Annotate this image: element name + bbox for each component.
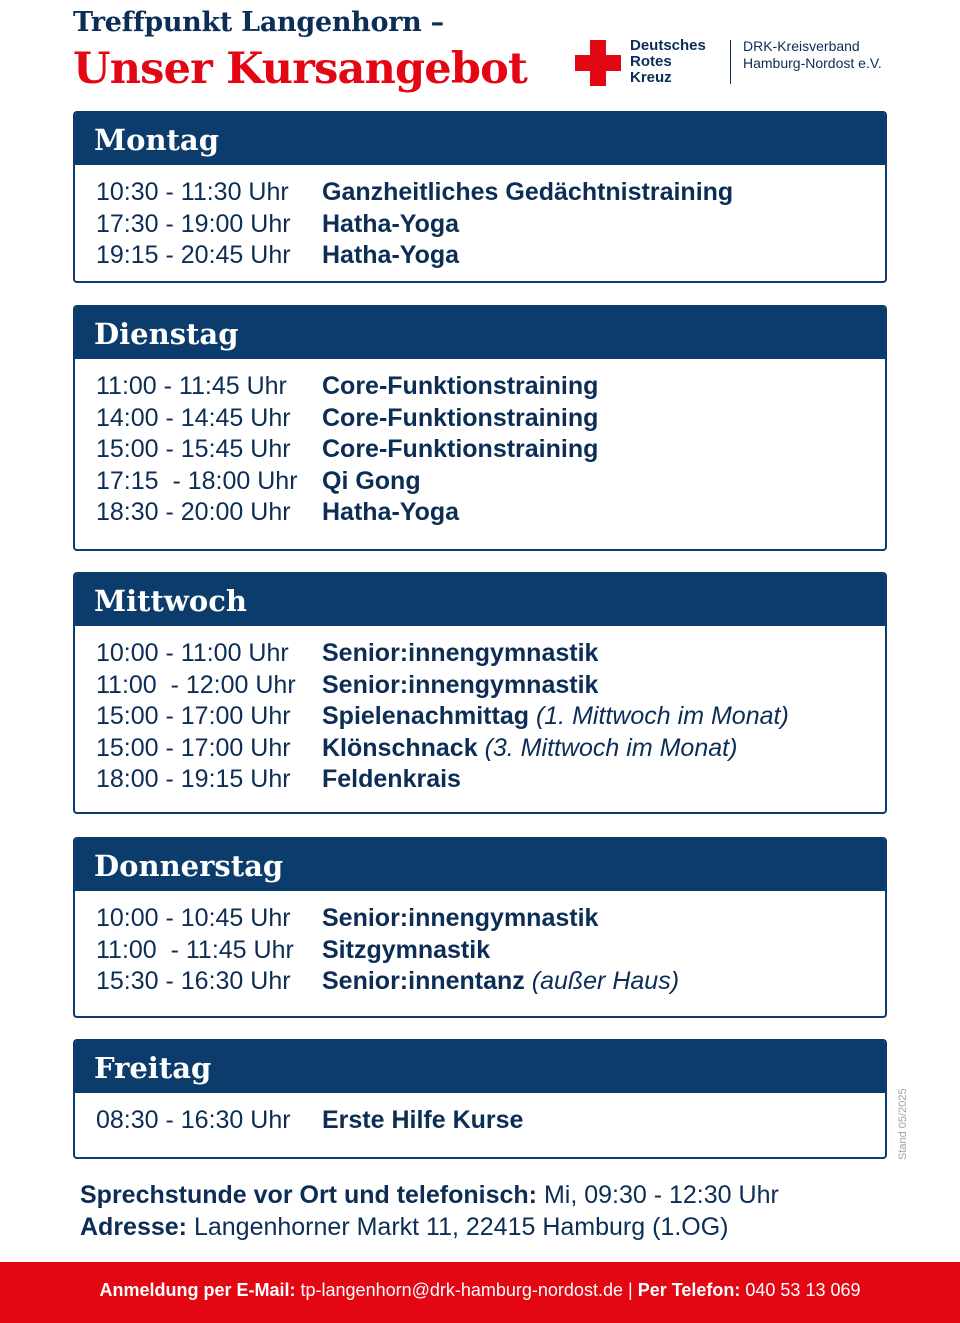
course-time: 18:00 - 19:15 Uhr [96, 765, 291, 794]
association-name: DRK-Kreisverband Hamburg-Nordost e.V. [743, 38, 882, 71]
address: Adresse: Langenhorner Markt 11, 22415 Hamburg (1.OG) [80, 1213, 729, 1241]
course-row [75, 497, 885, 529]
course-name: Senior:innengymnastik [322, 639, 599, 668]
course-note: (3. Mittwoch im Monat) [484, 733, 738, 762]
org-name: Deutsches Rotes Kreuz [630, 37, 706, 86]
course-time: 14:00 - 14:45 Uhr [96, 403, 291, 432]
day-title: Dienstag [75, 307, 885, 359]
course-name: Core-Funktionstraining [322, 435, 599, 464]
course-row [75, 1105, 885, 1137]
day-card-montag [73, 111, 887, 283]
course-row [75, 371, 885, 403]
course-time: 11:00 - 11:45 Uhr [96, 935, 294, 964]
stand-date: Stand 05/2025 [897, 1088, 909, 1160]
course-name: Core-Funktionstraining [322, 403, 599, 432]
course-time: 15:00 - 17:00 Uhr [96, 702, 291, 731]
footer-separator: | [627, 1280, 633, 1300]
course-name: Senior:innengymnastik [322, 670, 599, 699]
course-time: 19:15 - 20:45 Uhr [96, 241, 291, 270]
course-row [75, 638, 885, 670]
course-name: Erste Hilfe Kurse [322, 1106, 524, 1135]
course-row [75, 177, 885, 209]
day-title: Donnerstag [75, 839, 885, 891]
course-row [75, 903, 885, 935]
course-row [75, 403, 885, 435]
course-row [75, 701, 885, 733]
course-row [75, 434, 885, 466]
course-note: (außer Haus) [531, 967, 680, 996]
course-row [75, 240, 885, 272]
phone-link[interactable]: 040 53 13 069 [745, 1280, 861, 1300]
course-row [75, 733, 885, 765]
course-name: Hatha-Yoga [322, 498, 460, 527]
logo-divider [730, 40, 731, 84]
course-time: 10:00 - 11:00 Uhr [96, 639, 289, 668]
day-card-freitag [73, 1039, 887, 1159]
office-hours: Sprechstunde vor Ort und telefonisch: Mi, 09:30 - 12:30 Uhr [80, 1181, 779, 1209]
course-name: Hatha-Yoga [322, 209, 460, 238]
course-name: Qi Gong [322, 466, 421, 495]
course-name: Core-Funktionstraining [322, 372, 599, 401]
course-time: 11:00 - 11:45 Uhr [96, 372, 287, 401]
page-kicker: Treffpunkt Langenhorn – [73, 7, 444, 38]
footer-bar [0, 1262, 960, 1323]
course-row [75, 670, 885, 702]
course-time: 08:30 - 16:30 Uhr [96, 1106, 291, 1135]
day-card-donnerstag [73, 837, 887, 1018]
course-time: 17:30 - 19:00 Uhr [96, 209, 291, 238]
course-row [75, 764, 885, 796]
course-name: Sitzgymnastik [322, 935, 491, 964]
course-name: Senior:innentanz (außer Haus) [322, 967, 680, 996]
day-title: Mittwoch [75, 574, 885, 626]
day-card-mittwoch [73, 572, 887, 814]
course-time: 10:00 - 10:45 Uhr [96, 904, 291, 933]
course-name: Senior:innengymnastik [322, 904, 599, 933]
course-time: 15:30 - 16:30 Uhr [96, 967, 291, 996]
day-title: Montag [75, 113, 885, 165]
course-name: Ganzheitliches Gedächtnistraining [322, 178, 734, 207]
red-cross-icon [575, 40, 621, 86]
course-time: 11:00 - 12:00 Uhr [96, 670, 296, 699]
day-title: Freitag [75, 1041, 885, 1093]
page-header [73, 6, 527, 96]
email-label: Anmeldung per E-Mail: [99, 1280, 296, 1300]
course-row [75, 209, 885, 241]
day-card-dienstag [73, 305, 887, 551]
course-time: 15:00 - 15:45 Uhr [96, 435, 291, 464]
course-time: 18:30 - 20:00 Uhr [96, 498, 291, 527]
course-row [75, 935, 885, 967]
course-name: Klönschnack (3. Mittwoch im Monat) [322, 733, 738, 762]
course-name: Feldenkrais [322, 765, 461, 794]
course-name: Spielenachmittag (1. Mittwoch im Monat) [322, 702, 789, 731]
page-title: Unser Kursangebot [73, 44, 528, 94]
email-link[interactable]: tp-langenhorn@drk-hamburg-nordost.de [300, 1280, 623, 1300]
course-row [75, 466, 885, 498]
course-time: 15:00 - 17:00 Uhr [96, 733, 291, 762]
course-name: Hatha-Yoga [322, 241, 460, 270]
course-time: 17:15 - 18:00 Uhr [96, 466, 298, 495]
phone-label: Per Telefon: [637, 1280, 741, 1300]
contact-info [80, 1179, 779, 1243]
course-time: 10:30 - 11:30 Uhr [96, 178, 289, 207]
course-row [75, 966, 885, 998]
course-note: (1. Mittwoch im Monat) [535, 702, 789, 731]
